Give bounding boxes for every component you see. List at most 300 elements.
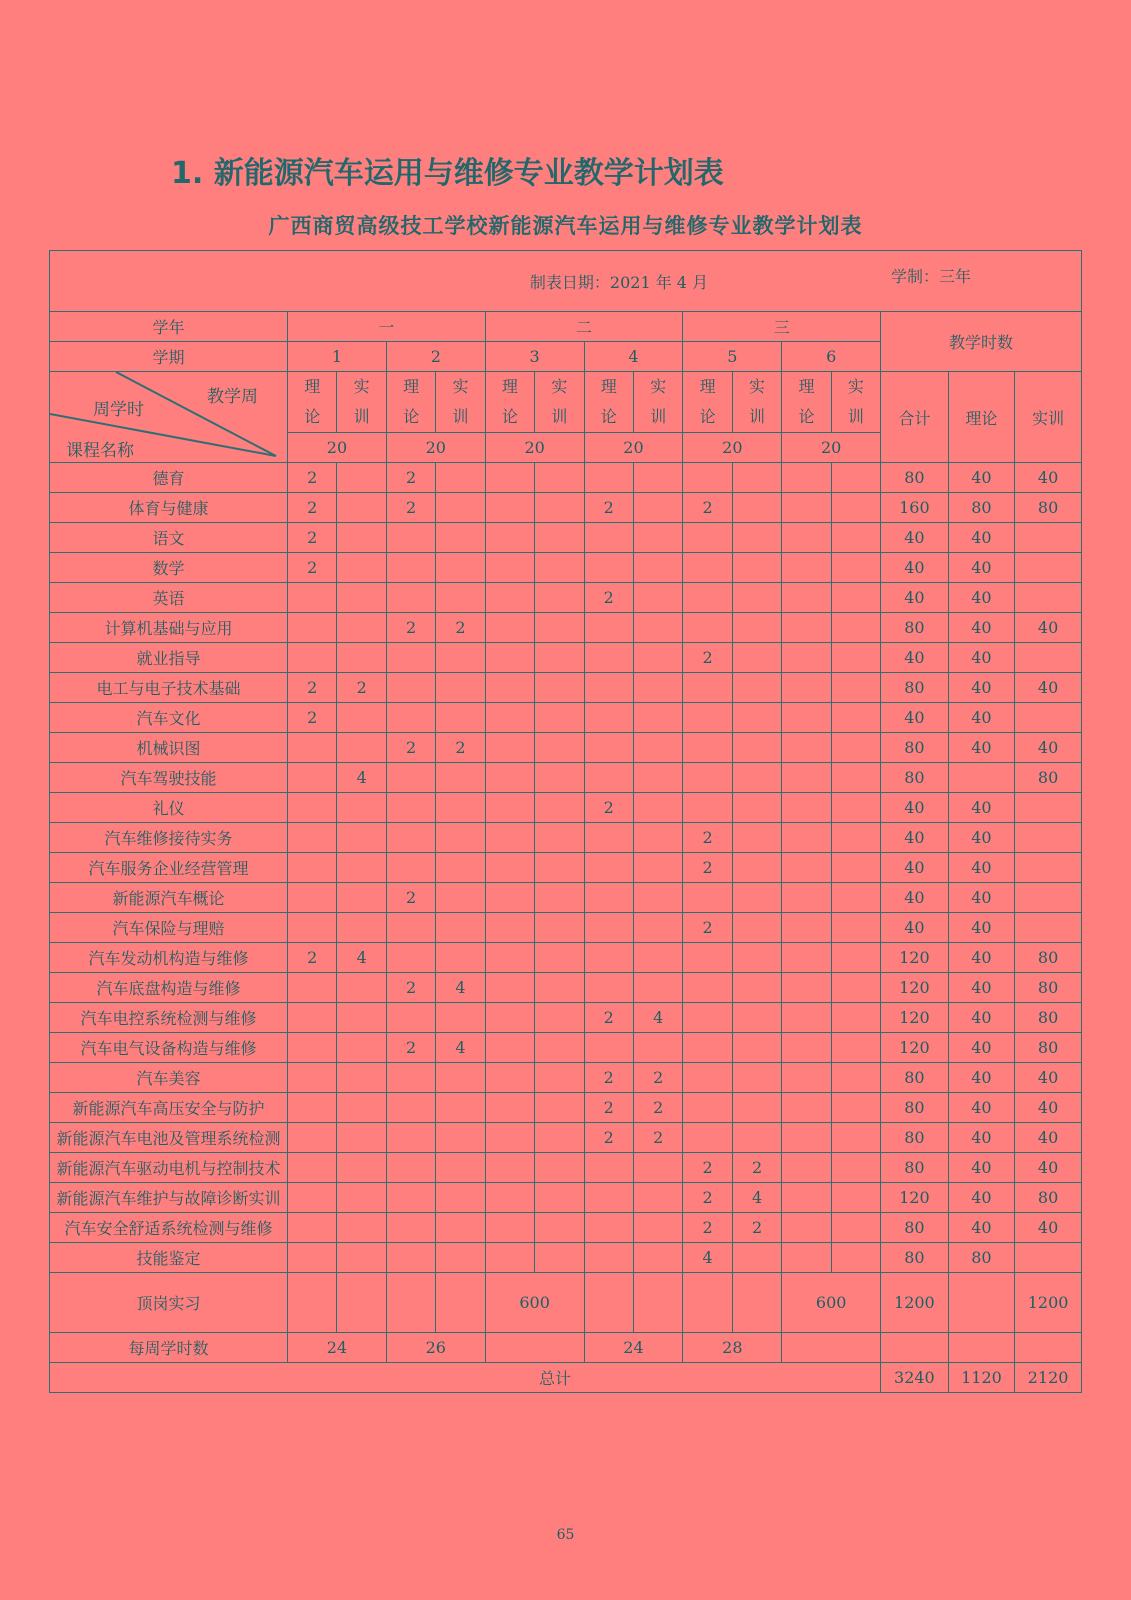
hours-cell	[633, 1153, 682, 1183]
hours-cell: 2	[288, 463, 337, 493]
hours-cell	[386, 793, 435, 823]
course-total: 80	[881, 1063, 949, 1093]
hours-cell	[337, 703, 386, 733]
hours-cell	[782, 553, 831, 583]
course-practice	[1015, 913, 1082, 943]
hours-cell	[288, 1213, 337, 1243]
hours-cell: 2	[288, 553, 337, 583]
course-row	[50, 1093, 1082, 1123]
hours-cell: 4	[436, 973, 485, 1003]
hours-cell: 2	[288, 943, 337, 973]
hours-cell	[436, 793, 485, 823]
course-theory: 80	[948, 1243, 1015, 1273]
hours-cell	[633, 673, 682, 703]
hours-cell	[485, 1123, 534, 1153]
hours-cell: 2	[288, 493, 337, 523]
system-label: 学制：三年	[890, 267, 971, 286]
hours-cell	[485, 673, 534, 703]
hours-cell	[436, 493, 485, 523]
diagonal-header-cell	[50, 372, 288, 463]
course-practice	[1015, 703, 1082, 733]
page-number: 65	[556, 1527, 575, 1543]
hours-cell	[485, 1093, 534, 1123]
hours-cell: 2	[683, 493, 732, 523]
internship-practice: 1200	[1015, 1273, 1082, 1333]
table-title: 广西商贸高级技工学校新能源汽车运用与维修专业教学计划表	[268, 214, 863, 238]
hours-cell	[732, 763, 781, 793]
hours-cell	[782, 463, 831, 493]
hours-cell	[584, 973, 633, 1003]
hours-cell	[288, 1063, 337, 1093]
course-practice: 80	[1015, 493, 1082, 523]
hours-cell: 2	[584, 1093, 633, 1123]
hours-cell	[732, 553, 781, 583]
hours-cell	[782, 1213, 831, 1243]
course-total: 80	[881, 1123, 949, 1153]
hours-cell	[485, 913, 534, 943]
hours-cell	[831, 793, 880, 823]
hours-cell	[584, 613, 633, 643]
hours-cell	[732, 643, 781, 673]
year-row	[50, 312, 1082, 342]
hours-cell	[288, 763, 337, 793]
hours-cell	[386, 853, 435, 883]
hours-cell: 2	[683, 1213, 732, 1243]
course-total: 160	[881, 493, 949, 523]
hours-cell	[337, 1063, 386, 1093]
hours-cell	[683, 463, 732, 493]
hours-cell	[535, 1033, 584, 1063]
course-name: 汽车底盘构造与维修	[50, 973, 288, 1003]
hours-cell	[782, 1123, 831, 1153]
hours-cell	[683, 883, 732, 913]
hours-cell	[386, 703, 435, 733]
hours-cell: 2	[584, 583, 633, 613]
course-total: 120	[881, 1183, 949, 1213]
hours-cell	[633, 613, 682, 643]
hours-cell	[485, 1063, 534, 1093]
course-name: 新能源汽车驱动电机与控制技术	[50, 1153, 288, 1183]
hours-cell: 2	[386, 463, 435, 493]
course-row	[50, 1123, 1082, 1153]
hours-cell	[485, 823, 534, 853]
hours-cell	[584, 463, 633, 493]
hours-cell	[436, 1183, 485, 1213]
hours-cell	[633, 793, 682, 823]
hours-cell	[337, 823, 386, 853]
hours-cell	[633, 493, 682, 523]
hours-cell	[782, 823, 831, 853]
hours-cell	[732, 583, 781, 613]
page-heading: 1. 新能源汽车运用与维修专业教学计划表	[171, 156, 724, 191]
term-4-practice-header: 实 训	[633, 372, 682, 433]
hours-cell	[782, 493, 831, 523]
hours-cell	[633, 763, 682, 793]
hours-cell	[633, 583, 682, 613]
hours-cell	[782, 883, 831, 913]
hours-cell	[633, 553, 682, 583]
course-row	[50, 523, 1082, 553]
hours-cell: 2	[288, 673, 337, 703]
hours-cell	[584, 823, 633, 853]
hours-cell	[584, 1153, 633, 1183]
hours-cell	[732, 493, 781, 523]
hours-cell: 2	[584, 793, 633, 823]
course-theory: 40	[948, 1063, 1015, 1093]
hours-cell: 2	[683, 853, 732, 883]
course-theory: 40	[948, 1183, 1015, 1213]
theory-practice-row	[50, 372, 1082, 433]
course-total: 40	[881, 853, 949, 883]
course-total: 40	[881, 913, 949, 943]
term-4: 4	[584, 342, 683, 372]
course-practice	[1015, 643, 1082, 673]
hours-cell	[584, 1033, 633, 1063]
course-name: 礼仪	[50, 793, 288, 823]
hours-cell: 2	[683, 823, 732, 853]
course-name: 汽车驾驶技能	[50, 763, 288, 793]
hours-cell	[782, 973, 831, 1003]
hours-cell	[732, 1033, 781, 1063]
course-practice	[1015, 1243, 1082, 1273]
hours-cell	[831, 703, 880, 733]
hours-cell	[535, 973, 584, 1003]
hours-cell	[386, 763, 435, 793]
hours-cell	[288, 1183, 337, 1213]
hours-cell	[436, 1093, 485, 1123]
hours-cell	[782, 943, 831, 973]
hours-cell: 2	[584, 1003, 633, 1033]
hours-cell	[633, 1033, 682, 1063]
hours-cell	[584, 733, 633, 763]
term-3-practice-header: 实 训	[535, 372, 584, 433]
hours-cell	[831, 1123, 880, 1153]
hours-cell	[288, 1093, 337, 1123]
hours-cell: 2	[633, 1063, 682, 1093]
hours-cell	[436, 643, 485, 673]
course-total: 80	[881, 763, 949, 793]
hours-cell: 4	[337, 763, 386, 793]
course-name: 汽车安全舒适系统检测与维修	[50, 1213, 288, 1243]
hours-cell	[386, 643, 435, 673]
hours-cell	[683, 1093, 732, 1123]
hours-cell	[831, 583, 880, 613]
course-total: 80	[881, 1213, 949, 1243]
internship-row	[50, 1273, 1082, 1333]
internship-term6: 600	[782, 1273, 881, 1333]
hours-cell	[633, 1213, 682, 1243]
weekly-term-5: 28	[683, 1333, 782, 1363]
course-practice: 80	[1015, 1003, 1082, 1033]
hours-cell	[782, 1183, 831, 1213]
course-name: 就业指导	[50, 643, 288, 673]
hours-cell	[732, 913, 781, 943]
hours-cell	[337, 733, 386, 763]
hours-cell	[535, 643, 584, 673]
course-name: 新能源汽车高压安全与防护	[50, 1093, 288, 1123]
hours-cell	[732, 1243, 781, 1273]
hours-cell	[485, 943, 534, 973]
hours-cell	[584, 703, 633, 733]
course-name: 技能鉴定	[50, 1243, 288, 1273]
hours-cell	[831, 1003, 880, 1033]
empty-cell	[288, 1273, 337, 1333]
hours-cell	[337, 1243, 386, 1273]
weeks-6: 20	[782, 433, 881, 463]
course-practice: 40	[1015, 1153, 1082, 1183]
hours-cell	[337, 613, 386, 643]
course-practice: 40	[1015, 1093, 1082, 1123]
hours-cell: 2	[436, 733, 485, 763]
course-row	[50, 613, 1082, 643]
hours-cell	[831, 1183, 880, 1213]
course-total: 80	[881, 733, 949, 763]
hours-cell	[535, 583, 584, 613]
hours-cell: 4	[337, 943, 386, 973]
weekly-term-1: 24	[288, 1333, 387, 1363]
course-name: 汽车发动机构造与维修	[50, 943, 288, 973]
hours-cell	[831, 673, 880, 703]
empty-cell	[436, 1273, 485, 1333]
term-1-practice-header: 实 训	[337, 372, 386, 433]
course-name: 数学	[50, 553, 288, 583]
hours-cell: 2	[683, 643, 732, 673]
hours-cell	[535, 793, 584, 823]
course-total: 40	[881, 703, 949, 733]
hours-cell	[831, 643, 880, 673]
term-2-theory-header: 理 论	[386, 372, 435, 433]
hours-cell	[386, 823, 435, 853]
hours-cell: 2	[386, 973, 435, 1003]
hours-cell	[831, 1153, 880, 1183]
hours-cell	[732, 793, 781, 823]
course-total: 80	[881, 1153, 949, 1183]
course-row	[50, 1183, 1082, 1213]
hours-cell	[288, 793, 337, 823]
hours-cell	[831, 1093, 880, 1123]
hours-cell	[782, 1003, 831, 1033]
hours-cell	[288, 853, 337, 883]
grand-total-practice: 2120	[1015, 1363, 1082, 1393]
hours-theory-header: 理论	[948, 372, 1015, 463]
course-theory: 80	[948, 493, 1015, 523]
hours-cell	[683, 703, 732, 733]
hours-cell	[584, 913, 633, 943]
weekly-term-2: 26	[386, 1333, 485, 1363]
course-theory: 40	[948, 583, 1015, 613]
internship-name: 顶岗实习	[50, 1273, 288, 1333]
course-row	[50, 1153, 1082, 1183]
hours-cell	[485, 793, 534, 823]
course-row	[50, 673, 1082, 703]
course-practice: 40	[1015, 733, 1082, 763]
hours-cell: 2	[386, 733, 435, 763]
course-practice: 80	[1015, 1033, 1082, 1063]
year-1: 一	[288, 312, 486, 342]
hours-cell	[386, 943, 435, 973]
grand-total-row	[50, 1363, 1082, 1393]
hours-cell	[485, 703, 534, 733]
course-practice: 40	[1015, 673, 1082, 703]
hours-cell	[337, 1153, 386, 1183]
course-practice: 80	[1015, 973, 1082, 1003]
hours-cell	[633, 853, 682, 883]
course-theory: 40	[948, 1033, 1015, 1063]
course-theory: 40	[948, 823, 1015, 853]
hours-cell	[633, 703, 682, 733]
year-label: 学年	[50, 312, 288, 342]
hours-cell	[337, 1213, 386, 1243]
hours-cell: 2	[386, 613, 435, 643]
weeks-4: 20	[584, 433, 683, 463]
hours-cell	[831, 853, 880, 883]
course-total: 120	[881, 1033, 949, 1063]
course-name: 英语	[50, 583, 288, 613]
hours-cell	[782, 523, 831, 553]
hours-cell	[485, 583, 534, 613]
course-name: 汽车文化	[50, 703, 288, 733]
hours-cell	[535, 1093, 584, 1123]
weeks-5: 20	[683, 433, 782, 463]
hours-cell	[337, 643, 386, 673]
hours-cell	[535, 1123, 584, 1153]
course-practice: 40	[1015, 463, 1082, 493]
hours-cell	[535, 553, 584, 583]
hours-cell	[436, 523, 485, 553]
course-theory: 40	[948, 733, 1015, 763]
hours-cell: 4	[633, 1003, 682, 1033]
year-3: 三	[683, 312, 881, 342]
hours-cell	[485, 853, 534, 883]
course-theory: 40	[948, 523, 1015, 553]
course-total: 40	[881, 883, 949, 913]
hours-cell	[683, 1063, 732, 1093]
term-5: 5	[683, 342, 782, 372]
hours-cell	[386, 1153, 435, 1183]
course-total: 40	[881, 553, 949, 583]
hours-cell	[732, 1063, 781, 1093]
hours-cell	[535, 1213, 584, 1243]
hours-cell	[683, 763, 732, 793]
course-theory: 40	[948, 1093, 1015, 1123]
hours-cell	[288, 1153, 337, 1183]
hours-cell	[782, 733, 831, 763]
hours-cell	[782, 763, 831, 793]
empty-cell	[633, 1273, 682, 1333]
weekly-hours-row	[50, 1333, 1082, 1363]
course-practice: 40	[1015, 1063, 1082, 1093]
course-practice	[1015, 853, 1082, 883]
hours-cell	[782, 793, 831, 823]
hours-cell	[683, 733, 732, 763]
teaching-plan-table	[49, 250, 1082, 1393]
hours-cell: 4	[683, 1243, 732, 1273]
hours-cell	[337, 1183, 386, 1213]
course-theory: 40	[948, 943, 1015, 973]
course-total: 40	[881, 643, 949, 673]
grand-total-label: 总计	[50, 1363, 881, 1393]
hours-cell	[831, 913, 880, 943]
hours-cell	[535, 1183, 584, 1213]
hours-cell	[535, 913, 584, 943]
hours-cell	[732, 1003, 781, 1033]
hours-cell	[535, 493, 584, 523]
hours-cell	[485, 523, 534, 553]
hours-cell	[732, 1123, 781, 1153]
hours-cell	[831, 823, 880, 853]
course-name: 语文	[50, 523, 288, 553]
course-row	[50, 1033, 1082, 1063]
hours-cell	[633, 943, 682, 973]
term-1: 1	[288, 342, 387, 372]
course-theory: 40	[948, 793, 1015, 823]
course-theory	[948, 763, 1015, 793]
hours-cell	[633, 913, 682, 943]
hours-cell	[782, 1153, 831, 1183]
course-theory: 40	[948, 913, 1015, 943]
hours-cell	[535, 1153, 584, 1183]
course-theory: 40	[948, 973, 1015, 1003]
internship-term3: 600	[485, 1273, 584, 1333]
course-name: 新能源汽车维护与故障诊断实训	[50, 1183, 288, 1213]
hours-total-header: 合计	[881, 372, 949, 463]
hours-cell	[732, 943, 781, 973]
course-row	[50, 943, 1082, 973]
hours-cell	[386, 1243, 435, 1273]
hours-cell	[831, 1213, 880, 1243]
hours-cell	[485, 1213, 534, 1243]
course-practice: 80	[1015, 943, 1082, 973]
hours-cell	[683, 793, 732, 823]
hours-cell	[782, 913, 831, 943]
hours-cell	[683, 583, 732, 613]
hours-cell	[436, 1063, 485, 1093]
course-row	[50, 823, 1082, 853]
course-theory: 40	[948, 1003, 1015, 1033]
course-total: 40	[881, 523, 949, 553]
course-total: 80	[881, 463, 949, 493]
course-name: 汽车电控系统检测与维修	[50, 1003, 288, 1033]
hours-cell	[535, 733, 584, 763]
course-total: 120	[881, 973, 949, 1003]
hours-cell	[288, 1123, 337, 1153]
course-practice	[1015, 523, 1082, 553]
course-practice: 40	[1015, 613, 1082, 643]
weeks-2: 20	[386, 433, 485, 463]
course-theory: 40	[948, 463, 1015, 493]
hours-cell	[831, 523, 880, 553]
hours-cell	[732, 853, 781, 883]
hours-title: 教学时数	[881, 312, 1082, 372]
hours-cell	[288, 643, 337, 673]
course-practice: 40	[1015, 1213, 1082, 1243]
hours-cell	[337, 973, 386, 1003]
grand-total-total: 3240	[881, 1363, 949, 1393]
term-1-theory-header: 理 论	[288, 372, 337, 433]
hours-cell	[732, 733, 781, 763]
hours-cell: 2	[683, 1183, 732, 1213]
year-2: 二	[485, 312, 683, 342]
hours-cell	[782, 853, 831, 883]
hours-cell	[732, 673, 781, 703]
hours-cell	[633, 883, 682, 913]
hours-cell	[535, 763, 584, 793]
hours-cell	[831, 763, 880, 793]
course-total: 80	[881, 673, 949, 703]
course-total: 80	[881, 1093, 949, 1123]
hours-cell: 2	[732, 1213, 781, 1243]
course-practice	[1015, 823, 1082, 853]
